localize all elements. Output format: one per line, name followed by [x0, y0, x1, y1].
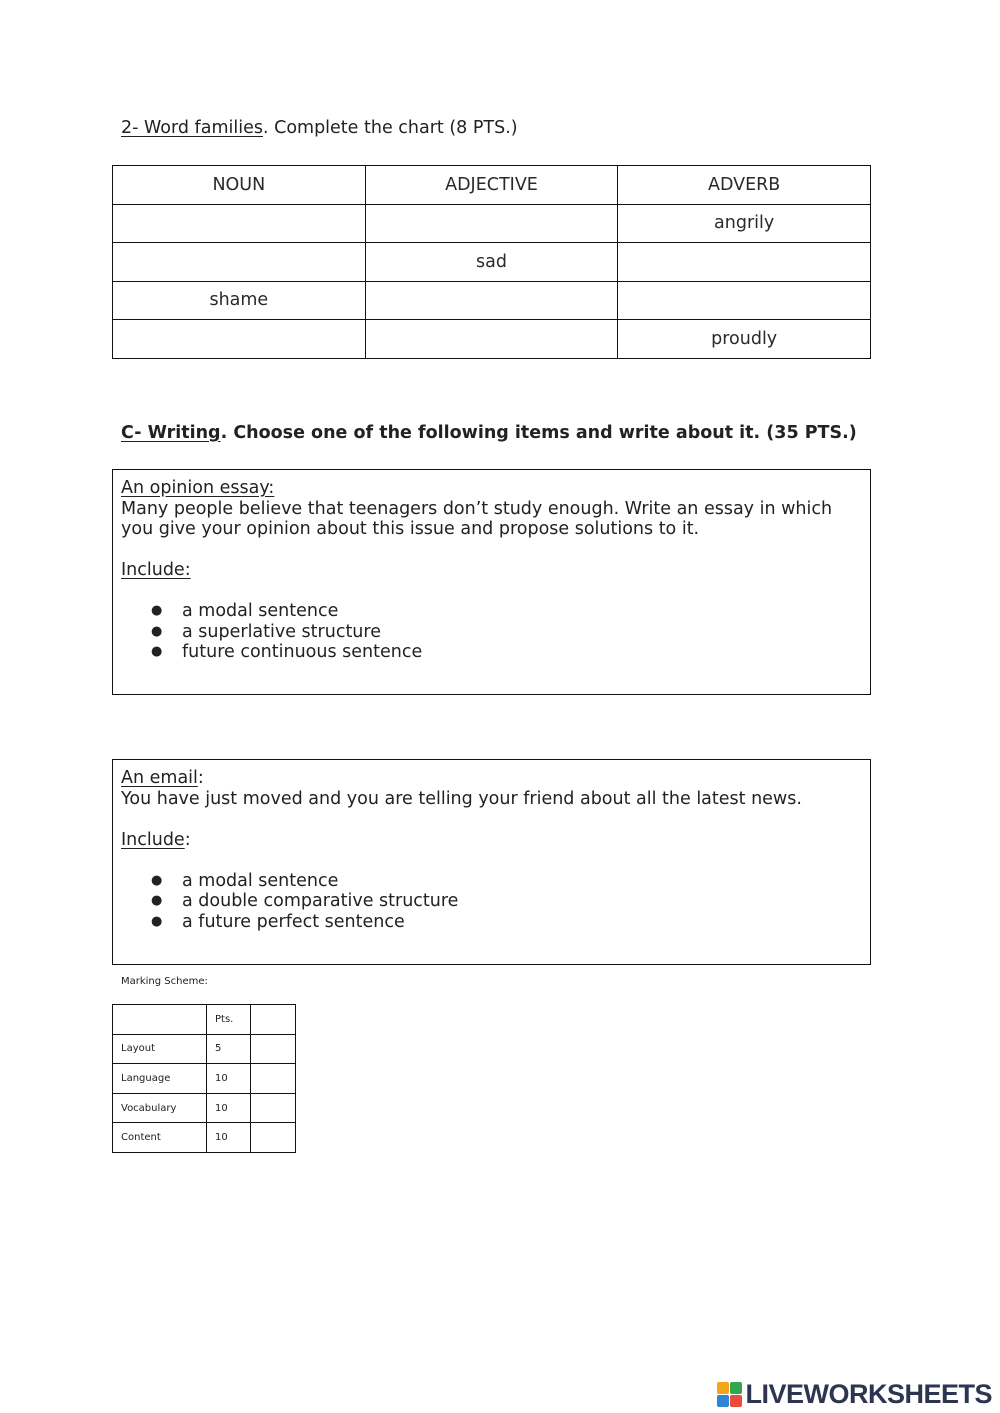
pts-header: Pts.: [207, 1005, 251, 1035]
email-include-label: Include:: [121, 829, 191, 850]
answer-cell[interactable]: [113, 204, 366, 243]
score-cell[interactable]: [251, 1093, 296, 1123]
marking-scheme-table: [112, 1004, 296, 1153]
table-header-row: [113, 166, 871, 205]
score-cell[interactable]: [251, 1064, 296, 1094]
answer-cell[interactable]: [365, 204, 618, 243]
email-requirements-list: [121, 871, 862, 933]
word-families-link[interactable]: 2- Word families: [121, 118, 263, 138]
table-row: Language 10: [113, 1064, 296, 1094]
score-cell[interactable]: [251, 1034, 296, 1064]
essay-include-label: Include:: [121, 560, 191, 580]
list-item: ● a modal sentence: [151, 601, 339, 621]
table-header-row: [113, 1005, 296, 1035]
answer-cell[interactable]: [618, 281, 871, 320]
list-item: ● a double comparative structure: [151, 891, 459, 911]
essay-prompt: Many people believe that teenagers don’t study enough. Write an essay in which you give your opinion about this issue and propose solutions to it.: [121, 498, 833, 539]
header-adverb: ADVERB: [618, 166, 871, 205]
email-heading: An email:: [121, 768, 204, 788]
answer-cell[interactable]: [113, 243, 366, 282]
table-row: Vocabulary 10: [113, 1093, 296, 1123]
writing-title: C- Writing. Choose one of the following items and write about it. (35 PTS.): [121, 423, 857, 443]
essay-heading: An opinion essay:: [121, 478, 275, 498]
answer-cell[interactable]: [365, 281, 618, 320]
given-word-cell: angrily: [618, 204, 871, 243]
table-row: [113, 204, 871, 243]
liveworksheets-logo[interactable]: [717, 1379, 992, 1410]
logo-mark-icon: [717, 1382, 742, 1407]
header-adjective: ADJECTIVE: [365, 166, 618, 205]
list-item: ● a future perfect sentence: [151, 911, 405, 932]
word-families-table: [112, 165, 871, 359]
table-row: Layout 5: [113, 1034, 296, 1064]
given-word-cell: proudly: [618, 320, 871, 359]
bullet-icon: ●: [151, 603, 163, 618]
word-families-title: 2- Word families. Complete the chart (8 PTS.): [121, 118, 518, 138]
email-prompt: You have just moved and you are telling your friend about all the latest news.: [121, 788, 802, 809]
score-cell[interactable]: [251, 1005, 296, 1035]
table-row: Content 10: [113, 1123, 296, 1153]
answer-cell[interactable]: [618, 243, 871, 282]
bullet-icon: ●: [151, 893, 163, 908]
bullet-icon: ●: [151, 623, 163, 639]
given-word-cell: shame: [113, 281, 366, 320]
bullet-icon: ●: [151, 644, 163, 659]
bullet-icon: ●: [151, 913, 163, 929]
table-row: [113, 320, 871, 359]
list-item: ● a modal sentence: [151, 870, 339, 891]
email-box[interactable]: [112, 759, 871, 965]
answer-cell[interactable]: [113, 320, 366, 359]
marking-scheme-title: Marking Scheme:: [121, 976, 208, 987]
opinion-essay-box[interactable]: [112, 469, 871, 695]
list-item: ● a superlative structure: [151, 621, 381, 642]
table-row: [113, 281, 871, 320]
table-row: [113, 243, 871, 282]
given-word-cell: sad: [365, 243, 618, 282]
list-item: ● future continuous sentence: [151, 642, 423, 662]
header-noun: NOUN: [113, 166, 366, 205]
bullet-icon: ●: [151, 872, 163, 888]
logo-text: LIVEWORKSHEETS: [745, 1379, 992, 1409]
writing-link[interactable]: C- Writing: [121, 423, 221, 443]
answer-cell[interactable]: [365, 320, 618, 359]
essay-requirements-list: [121, 601, 862, 663]
score-cell[interactable]: [251, 1123, 296, 1153]
